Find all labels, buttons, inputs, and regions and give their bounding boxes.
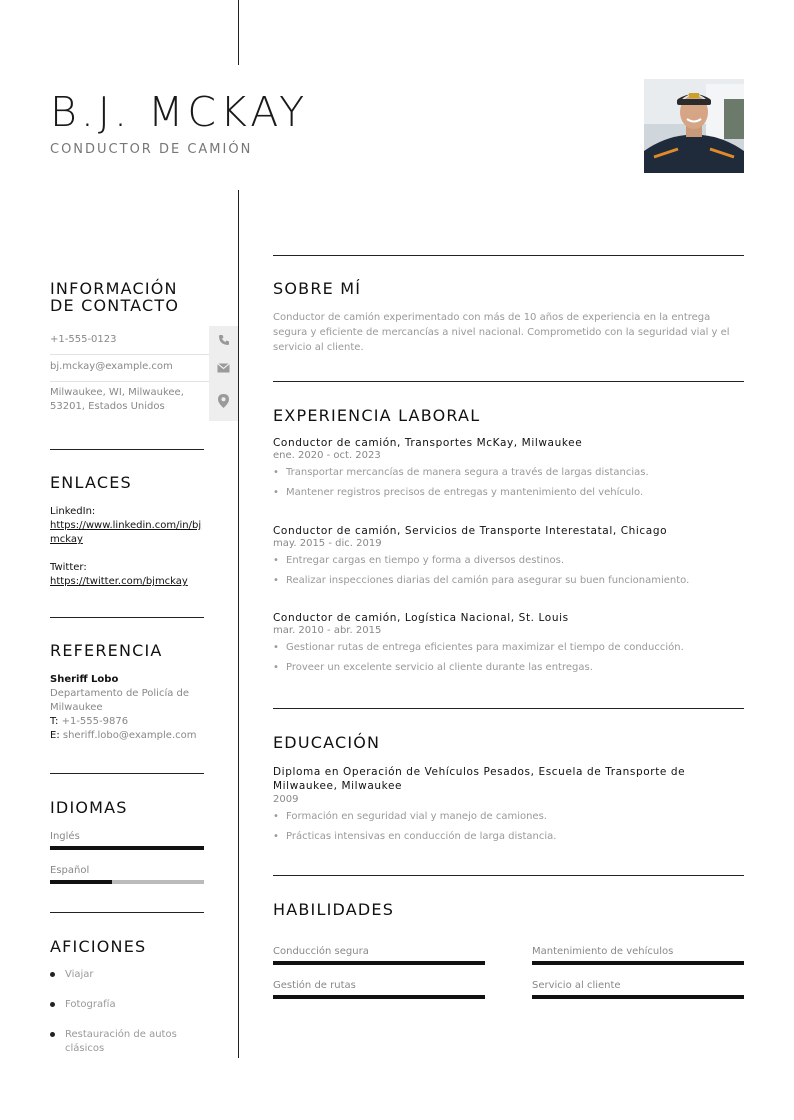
reference-heading: REFERENCIA (50, 641, 163, 660)
skill-level-fill (273, 995, 485, 999)
reference-org: Departamento de Policía de Milwaukee (50, 688, 190, 713)
contact-heading (50, 280, 179, 314)
profile-photo (644, 79, 744, 173)
language-name: Español (50, 865, 90, 876)
candidate-title: CONDUCTOR DE CAMIÓN (50, 142, 253, 157)
education-heading: EDUCACIÓN (273, 733, 381, 752)
bullet-dot-icon (50, 1032, 55, 1037)
job-dates: ene. 2020 - oct. 2023 (273, 450, 381, 461)
job-title: Conductor de camión, Servicios de Transporte Interestatal, Chicago (273, 525, 668, 537)
education-divider (273, 708, 744, 709)
languages-heading: IDIOMAS (50, 798, 128, 817)
link-twitter (50, 561, 210, 589)
experience-heading: EXPERIENCIA LABORAL (273, 406, 481, 425)
education-bullet: • Prácticas intensivas en conducción de larga distancia. (273, 831, 744, 842)
job-bullet: • Entregar cargas en tiempo y forma a diversos destinos. (273, 555, 744, 566)
language-level-bar (50, 880, 204, 884)
skill-level-bar (532, 995, 744, 999)
job-title: Conductor de camión, Transportes McKay, Milwaukee (273, 437, 583, 449)
contact-heading-line2: DE CONTACTO (50, 296, 180, 315)
hobby-item (50, 1028, 195, 1056)
job-dates: may. 2015 - dic. 2019 (273, 538, 382, 549)
education-year: 2009 (273, 794, 299, 805)
links-heading: ENLACES (50, 473, 132, 492)
skill-level-fill (532, 995, 744, 999)
about-text: Conductor de camión experimentado con más de 10 años de experiencia en la entrega segura y eficiente de mercancías a nivel nacional. Comprometido con la seguridad vial y el servicio al cliente. (273, 312, 730, 353)
column-divider-line (238, 190, 239, 1058)
job-entry (273, 525, 744, 586)
linkedin-label: LinkedIn: (50, 506, 96, 517)
education-bullet: • Formación en seguridad vial y manejo de camiones. (273, 811, 744, 822)
job-bullet: • Mantener registros precisos de entregas y mantenimiento del vehículo. (273, 487, 744, 498)
skills-heading: HABILIDADES (273, 900, 395, 919)
hobby-text: Restauración de autos clásicos (65, 1029, 177, 1054)
job-bullet: • Gestionar rutas de entrega eficientes para maximizar el tiempo de conducción. (273, 642, 744, 653)
skill-name: Conducción segura (273, 946, 369, 957)
phone-icon (209, 326, 238, 354)
skill-name: Servicio al cliente (532, 980, 621, 991)
about-heading: SOBRE MÍ (273, 279, 362, 298)
bullet-dot-icon (50, 972, 55, 977)
skill-name: Gestión de rutas (273, 980, 356, 991)
location-pin-icon (209, 381, 238, 421)
twitter-url[interactable]: https://twitter.com/bjmckay (50, 576, 188, 587)
twitter-label: Twitter: (50, 562, 87, 573)
job-bullet: • Realizar inspecciones diarias del camión para asegurar su buen funcionamiento. (273, 575, 744, 586)
hobby-text: Viajar (65, 969, 94, 980)
bullet-dot-icon (50, 1002, 55, 1007)
job-dates: mar. 2010 - abr. 2015 (273, 625, 382, 636)
reference-block (50, 673, 210, 743)
skill-name: Mantenimiento de vehículos (532, 946, 674, 957)
reference-divider (50, 617, 204, 618)
links-divider (50, 449, 204, 450)
reference-email-label: E: (50, 730, 60, 741)
job-bullet: • Proveer un excelente servicio al cliente durante las entregas. (273, 662, 744, 673)
skill-level-bar (273, 961, 485, 965)
language-level-fill (50, 846, 204, 850)
languages-divider (50, 773, 204, 774)
skill-level-fill (532, 961, 744, 965)
skill-level-bar (273, 995, 485, 999)
skill-level-fill (273, 961, 485, 965)
hobby-item (50, 968, 205, 982)
hobby-item (50, 998, 205, 1012)
hobbies-heading: AFICIONES (50, 937, 147, 956)
language-level-bar (50, 846, 204, 850)
contact-email[interactable]: bj.mckay@example.com (50, 361, 173, 372)
skills-divider (273, 875, 744, 876)
contact-phone[interactable]: +1-555-0123 (50, 334, 117, 345)
envelope-icon (209, 354, 238, 381)
contact-address: Milwaukee, WI, Milwaukee, 53201, Estados Unidos (50, 387, 184, 412)
about-divider (273, 255, 744, 256)
linkedin-url[interactable]: https://www.linkedin.com/in/bjmckay (50, 520, 202, 545)
education-degree: Diploma en Operación de Vehículos Pesados, Escuela de Transporte de Milwaukee, Milwaukee (273, 766, 686, 792)
job-bullet: • Transportar mercancías de manera segura a través de largas distancias. (273, 467, 744, 478)
hobbies-divider (50, 912, 204, 913)
reference-phone-label: T: (50, 716, 59, 727)
candidate-name: B.J. MCKAY (50, 88, 309, 136)
language-name: Inglés (50, 831, 80, 842)
contact-address-row (50, 381, 238, 421)
reference-email[interactable]: sheriff.lobo@example.com (62, 730, 197, 741)
contact-heading-line1: INFORMACIÓN (50, 279, 178, 298)
hobby-text: Fotografía (65, 999, 116, 1010)
job-entry (273, 612, 744, 673)
job-title: Conductor de camión, Logística Nacional, St. Louis (273, 612, 569, 624)
link-linkedin (50, 505, 204, 547)
job-entry (273, 437, 744, 498)
language-level-fill (50, 880, 112, 884)
education-entry (273, 765, 744, 842)
contact-phone-row (50, 326, 238, 355)
reference-name: Sheriff Lobo (50, 674, 119, 685)
top-divider-line (238, 0, 239, 65)
reference-phone[interactable]: +1-555-9876 (61, 716, 129, 727)
contact-email-row (50, 354, 238, 382)
experience-divider (273, 381, 744, 382)
skill-level-bar (532, 961, 744, 965)
